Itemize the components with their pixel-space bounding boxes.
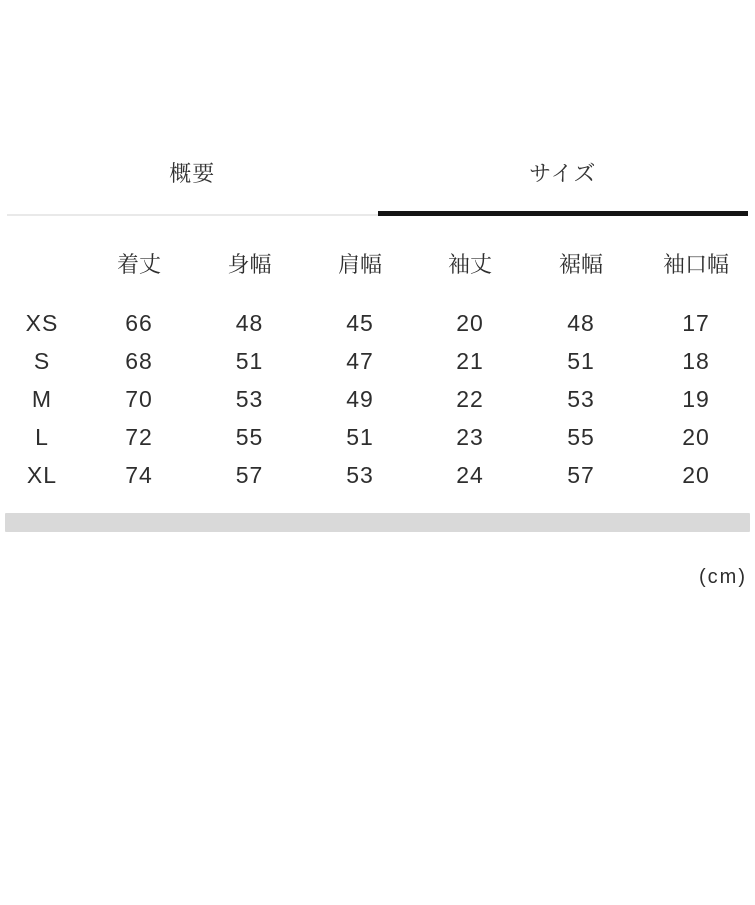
size-value: 20 — [682, 423, 710, 450]
size-value: 66 — [125, 309, 153, 336]
column-header-body-length: 着丈 — [116, 252, 161, 277]
size-table-header-row — [0, 254, 755, 304]
size-value: 53 — [235, 385, 264, 412]
size-value: 18 — [682, 347, 710, 374]
size-value: 51 — [567, 347, 595, 374]
column-header-sleeve-length: 袖丈 — [447, 252, 492, 277]
unit-label: (cm) — [699, 566, 747, 588]
size-value: 51 — [346, 423, 374, 450]
size-value: 72 — [125, 423, 153, 450]
column-header-hem-width: 裾幅 — [558, 252, 603, 277]
size-column-spacer — [0, 254, 84, 304]
horizontal-scrollbar[interactable] — [5, 513, 750, 532]
tab-bar — [7, 150, 748, 216]
size-value: 17 — [682, 309, 710, 336]
size-value: 53 — [567, 385, 595, 412]
size-value: 19 — [682, 385, 710, 412]
size-table — [0, 254, 755, 494]
tab-size[interactable]: サイズ — [378, 150, 749, 216]
size-value: 49 — [346, 385, 374, 412]
size-value: 47 — [346, 347, 374, 374]
column-header-shoulder-width: 肩幅 — [337, 252, 382, 277]
size-value: 70 — [125, 385, 153, 412]
size-value: 22 — [456, 385, 484, 412]
size-value: 45 — [346, 309, 374, 336]
size-value: 23 — [456, 423, 484, 450]
size-value: 55 — [567, 423, 595, 450]
size-value: 48 — [235, 309, 264, 336]
size-value: 57 — [235, 461, 264, 488]
table-row-xs — [0, 304, 755, 342]
size-value: 21 — [456, 347, 484, 374]
size-value: 74 — [125, 461, 153, 488]
size-value: 55 — [235, 423, 264, 450]
size-value: 20 — [456, 309, 484, 336]
column-header-cuff-width: 袖口幅 — [662, 252, 729, 277]
size-label: L — [35, 423, 49, 450]
size-value: 68 — [125, 347, 153, 374]
tab-overview[interactable]: 概要 — [7, 150, 378, 216]
size-label: M — [31, 385, 53, 412]
size-value: 51 — [235, 347, 264, 374]
size-label: XL — [26, 461, 58, 488]
table-row-m — [0, 380, 755, 418]
table-row-s — [0, 342, 755, 380]
size-label: S — [33, 347, 51, 374]
size-value: 53 — [346, 461, 374, 488]
size-value: 57 — [567, 461, 595, 488]
table-row-l — [0, 418, 755, 456]
size-label: XS — [25, 309, 59, 336]
table-row-xl — [0, 456, 755, 494]
size-value: 20 — [682, 461, 710, 488]
column-header-body-width: 身幅 — [227, 252, 272, 277]
size-value: 24 — [456, 461, 484, 488]
size-value: 48 — [567, 309, 595, 336]
